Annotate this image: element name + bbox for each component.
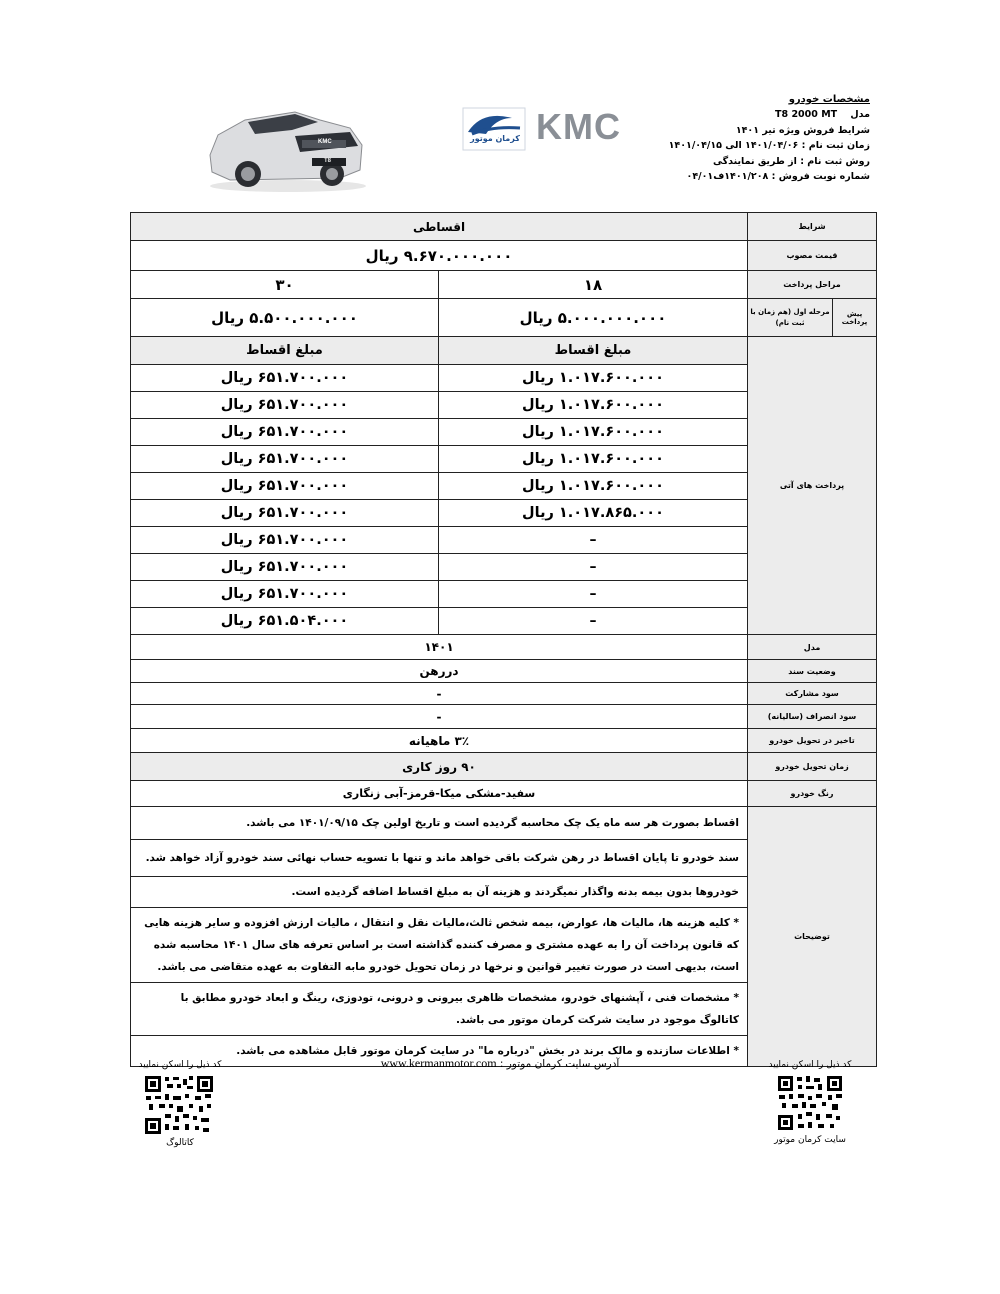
- plan-2-installment: ۶۵۱.۷۰۰.۰۰۰ ریال: [131, 500, 439, 527]
- sale-conditions: شرایط فروش ویژه تیر ۱۴۰۱: [735, 124, 870, 136]
- label-approved-price: قیمت مصوب: [748, 241, 877, 271]
- spec-title: مشخصات خودرو: [788, 94, 870, 105]
- label-conditions: شرایط: [748, 213, 877, 241]
- model-year-value: ۱۴۰۱: [131, 635, 748, 660]
- kerman-motor-logo: [462, 104, 621, 152]
- note-item: * کلیه هزینه ها، مالیات ها، عوارض، بیمه شخص ثالث،مالیات نقل و انتقال ، مالیات ارزش افزوده و سایر هزینه هایی که قانون پرداخت آن را به عهده مشتری و مصرف کننده گذاشته است بر اساس تعرفه های سال ۱۴۰۱ محاسبه شده است، بدیهی است در صورت تغییر قوانین و نرخها در زمان تحویل خودرو مابه التفاوت به عهده متقاضی می باشد.: [131, 908, 748, 983]
- website-line: [340, 1056, 660, 1071]
- label-car-color: رنگ خودرو: [748, 781, 877, 807]
- row-installments-header: [131, 337, 877, 365]
- row-prepayment: [131, 299, 877, 337]
- plan-1-installments-header: مبلغ اقساط: [439, 337, 748, 365]
- registration-method: روش ثبت نام : از طریق نمایندگی: [712, 155, 870, 167]
- partnership-profit-value: -: [131, 683, 748, 705]
- plan-2-installment: ۶۵۱.۷۰۰.۰۰۰ ریال: [131, 527, 439, 554]
- plan-2-installment: ۶۵۱.۷۰۰.۰۰۰ ریال: [131, 365, 439, 392]
- condition-value: اقساطی: [131, 213, 748, 241]
- qr-left-caption-top: کد ذیل را اسکن نمایید: [138, 1060, 222, 1070]
- row-delivery-delay: [131, 729, 877, 753]
- note-item: * اطلاعات سازنده و مالک برند در بخش "درباره ما" در سایت کرمان موتور قابل مشاهده می باشد.: [131, 1036, 748, 1067]
- plan-2-installments-header: مبلغ اقساط: [131, 337, 439, 365]
- price-table: [130, 212, 877, 1067]
- model-value: T8 2000 MT: [775, 109, 838, 121]
- plan-1-stages: ۱۸: [439, 271, 748, 299]
- car-color-value: سفید-مشکی میکا-قرمز-آبی زنگاری: [131, 781, 748, 807]
- label-payment-stages: مراحل پرداخت: [748, 271, 877, 299]
- plan-1-prepayment: ۵.۰۰۰.۰۰۰.۰۰۰ ریال: [439, 299, 748, 337]
- plan-1-installment: –: [439, 527, 748, 554]
- plan-1-installment: ۱.۰۱۷.۶۰۰.۰۰۰ ریال: [439, 446, 748, 473]
- sale-number: شماره نوبت فروش : ۱۴۰۱/۲۰۸ف۰۴/۰۱: [686, 171, 870, 183]
- plan-1-installment: ۱.۰۱۷.۸۶۵.۰۰۰ ریال: [439, 500, 748, 527]
- model-label: مدل: [850, 109, 870, 121]
- note-item: خودروها بدون بیمه بدنه واگذار نمیگردند و هزینه آن به مبلغ اقساط اضافه گردیده است.: [131, 877, 748, 908]
- note-item: سند خودرو تا پایان اقساط در رهن شرکت باقی خواهد ماند و تنها با تسویه حساب نهائی سند خودرو آزاد خواهد شد.: [131, 840, 748, 877]
- approved-price-value: ۹.۶۷۰.۰۰۰.۰۰۰ ریال: [131, 241, 748, 271]
- plan-2-installment: ۶۵۱.۷۰۰.۰۰۰ ریال: [131, 554, 439, 581]
- label-document-status: وضعیت سند: [748, 660, 877, 683]
- cancellation-profit-value: -: [131, 705, 748, 729]
- row-payment-stages: [131, 271, 877, 299]
- plan-2-installment: ۶۵۱.۷۰۰.۰۰۰ ریال: [131, 473, 439, 500]
- logo-text: KMC: [536, 106, 621, 147]
- row-model: [131, 635, 877, 660]
- car-image: [200, 100, 370, 195]
- plan-2-stages: ۳۰: [131, 271, 439, 299]
- row-partnership-profit: [131, 683, 877, 705]
- catalog-qr-code[interactable]: [143, 1074, 215, 1136]
- plan-2-installment: ۶۵۱.۷۰۰.۰۰۰ ریال: [131, 392, 439, 419]
- delivery-delay-value: ۳٪ ماهیانه: [131, 729, 748, 753]
- plan-1-installment: ۱.۰۱۷.۶۰۰.۰۰۰ ریال: [439, 392, 748, 419]
- label-notes: توضیحات: [748, 807, 877, 1067]
- plan-2-installment: ۶۵۱.۷۰۰.۰۰۰ ریال: [131, 446, 439, 473]
- website-url[interactable]: www.kermanmotor.com: [380, 1056, 497, 1070]
- document-status-value: دررهن: [131, 660, 748, 683]
- plan-2-installment: ۶۵۱.۷۰۰.۰۰۰ ریال: [131, 581, 439, 608]
- label-prepayment: پیش پرداخت: [833, 299, 877, 337]
- note-row: [131, 807, 877, 840]
- row-conditions: [131, 213, 877, 241]
- plan-2-prepayment: ۵.۵۰۰.۰۰۰.۰۰۰ ریال: [131, 299, 439, 337]
- plan-1-installment: ۱.۰۱۷.۶۰۰.۰۰۰ ریال: [439, 365, 748, 392]
- registration-time: زمان ثبت نام : ۱۴۰۱/۰۴/۰۶ الی ۱۴۰۱/۰۴/۱۵: [668, 140, 870, 152]
- logo-subtext: کرمان موتور: [470, 134, 520, 143]
- label-model: مدل: [748, 635, 877, 660]
- label-future-payments: پرداخت های آتی: [748, 337, 877, 635]
- note-item: * مشخصات فنی ، آپشنهای خودرو، مشخصات ظاهری بیرونی و درونی، تودوزی، رینگ و ابعاد خودرو مطابق با کاتالوگ موجود در سایت شرکت کرمان موتور می باشد.: [131, 983, 748, 1036]
- label-first-stage: مرحله اول (هم زمان با ثبت نام): [748, 299, 833, 337]
- label-delivery-time: زمان تحویل خودرو: [748, 753, 877, 781]
- qr-right-caption-top: کد ذیل را اسکن نمایید: [768, 1060, 852, 1070]
- qr-left-caption-bottom: کاتالوگ: [166, 1138, 194, 1148]
- row-delivery-time: [131, 753, 877, 781]
- note-item: اقساط بصورت هر سه ماه یک چک محاسبه گردیده است و تاریخ اولین چک ۱۴۰۱/۰۹/۱۵ می باشد.: [131, 807, 748, 840]
- qr-right-caption-bottom: سایت کرمان موتور: [774, 1135, 846, 1145]
- plan-1-installment: –: [439, 581, 748, 608]
- delivery-time-value: ۹۰ روز کاری: [131, 753, 748, 781]
- row-document-status: [131, 660, 877, 683]
- row-cancellation-profit: [131, 705, 877, 729]
- plan-1-installment: –: [439, 608, 748, 635]
- plan-1-installment: –: [439, 554, 748, 581]
- website-qr-code[interactable]: [776, 1074, 844, 1132]
- row-approved-price: [131, 241, 877, 271]
- label-cancellation-profit: سود انصراف (سالیانه): [748, 705, 877, 729]
- car-model-tag: T8: [324, 158, 332, 164]
- car-badge: KMC: [318, 139, 332, 145]
- plan-1-installment: ۱.۰۱۷.۶۰۰.۰۰۰ ریال: [439, 473, 748, 500]
- plan-1-installment: ۱.۰۱۷.۶۰۰.۰۰۰ ریال: [439, 419, 748, 446]
- row-car-color: [131, 781, 877, 807]
- plan-2-installment: ۶۵۱.۷۰۰.۰۰۰ ریال: [131, 419, 439, 446]
- website-label: آدرس سایت کرمان موتور :: [499, 1058, 620, 1070]
- plan-2-installment: ۶۵۱.۵۰۴.۰۰۰ ریال: [131, 608, 439, 635]
- label-partnership-profit: سود مشارکت: [748, 683, 877, 705]
- label-delivery-delay: تاخیر در تحویل خودرو: [748, 729, 877, 753]
